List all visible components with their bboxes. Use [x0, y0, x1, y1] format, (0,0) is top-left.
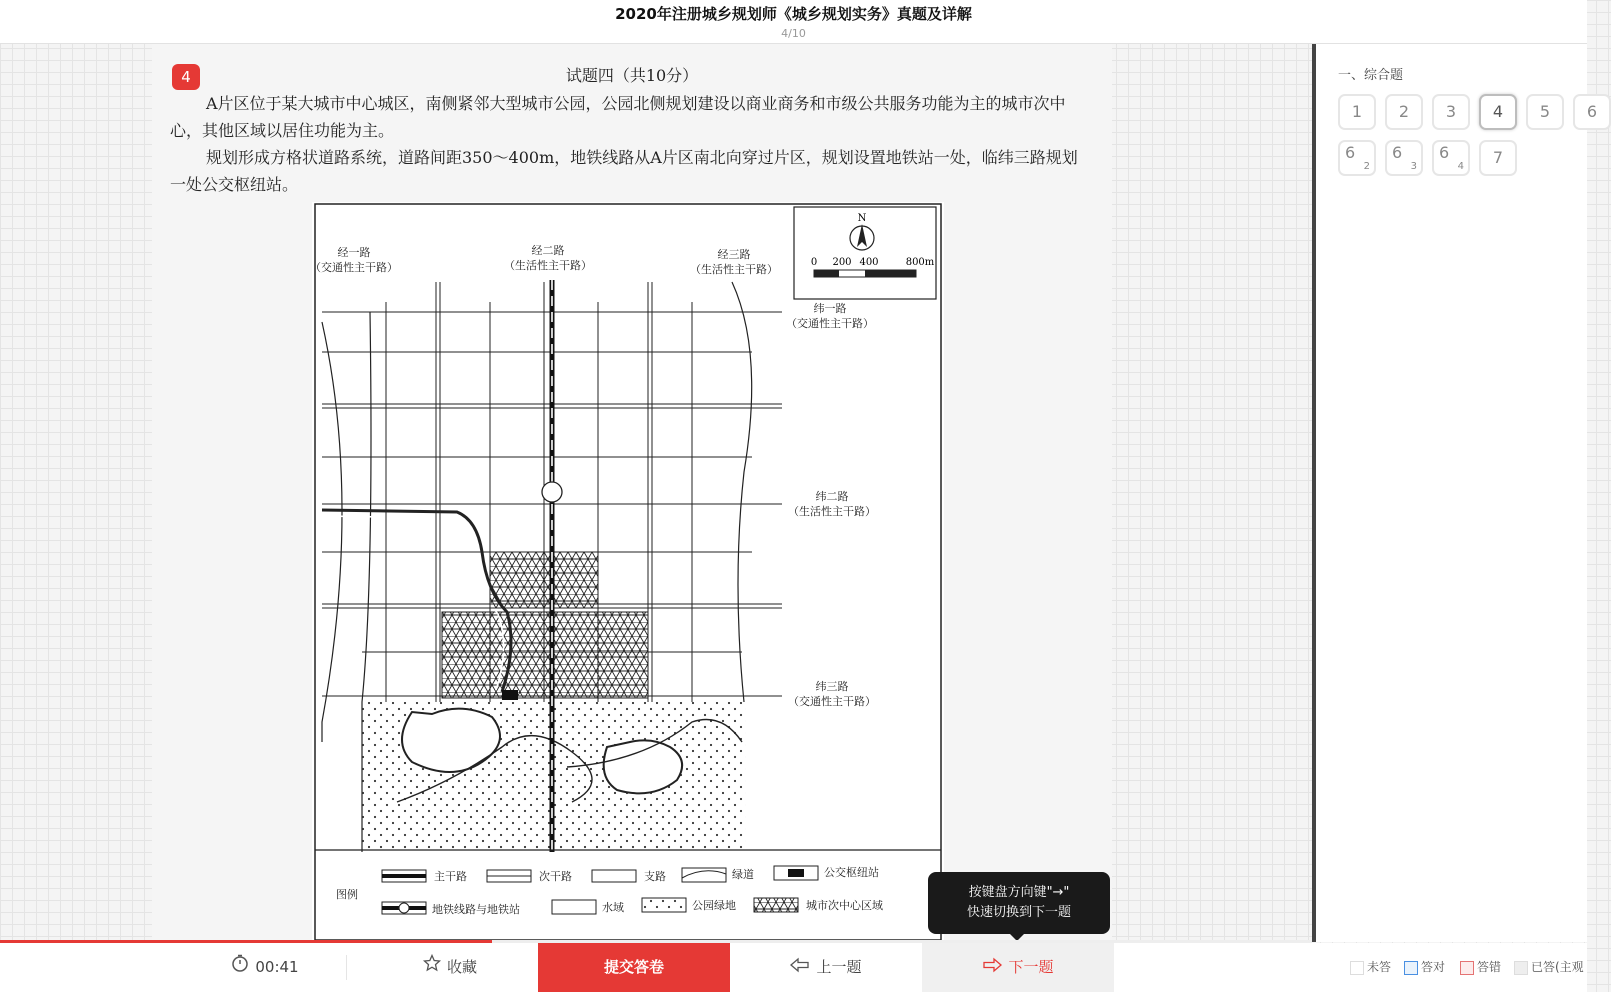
- question-nav-2[interactable]: 2: [1385, 94, 1423, 130]
- bottom-toolbar: [0, 943, 1587, 992]
- north-label: N: [857, 213, 867, 224]
- tooltip-line-1: 按键盘方向键"→": [968, 885, 1070, 900]
- status-wrong-label: 答错: [1477, 960, 1502, 974]
- legend-greenway: 绿道: [732, 868, 754, 881]
- question-nav-6-2[interactable]: [1338, 140, 1376, 176]
- road-type-wei3: （交通性主干路）: [788, 695, 876, 708]
- bus-hub-icon: [502, 690, 518, 700]
- road-type-jing2: （生活性主干路）: [504, 259, 592, 272]
- legend-title: 图例: [336, 888, 358, 901]
- legend-water: 水域: [602, 901, 624, 914]
- question-nav-6-2-sub: 2: [1363, 161, 1370, 172]
- favorite-button[interactable]: [400, 943, 500, 992]
- timer-icon: [231, 943, 249, 992]
- question-paragraph-1: A片区位于某大城市中心城区，南侧紧邻大型城市公园，公园北侧规划建设以商业商务和市级公共服务功能为主的城市次中心，其他区域以居住功能为主。: [170, 94, 1066, 140]
- status-answered-subjective: [1514, 943, 1584, 992]
- answer-sheet-panel: [1312, 44, 1598, 942]
- header-bar: [0, 0, 1587, 44]
- timer-value: 00:41: [255, 958, 299, 976]
- legend-bus-hub: 公交枢纽站: [824, 866, 879, 879]
- scale-label-400: 400: [859, 257, 879, 268]
- question-nav-5[interactable]: 5: [1526, 94, 1564, 130]
- unanswered-swatch: [1350, 961, 1364, 975]
- legend-metro: 地铁线路与地铁站: [432, 903, 520, 916]
- legend-subcenter: 城市次中心区域: [806, 899, 883, 912]
- scale-label-200: 200: [832, 257, 852, 268]
- status-wrong: [1460, 943, 1501, 992]
- question-nav-6-3[interactable]: [1385, 140, 1423, 176]
- next-question-button[interactable]: [922, 943, 1114, 992]
- next-label: 下一题: [1008, 958, 1054, 976]
- question-nav-1[interactable]: 1: [1338, 94, 1376, 130]
- status-correct-label: 答对: [1421, 960, 1446, 974]
- question-nav-3[interactable]: 3: [1432, 94, 1470, 130]
- star-icon: [423, 943, 441, 992]
- road-type-jing1: （交通性主干路）: [310, 261, 398, 274]
- status-answered-label: 已答(主观: [1531, 960, 1584, 974]
- question-number-badge: 4: [172, 64, 200, 90]
- tooltip-line-2: 快速切换到下一题: [966, 905, 1071, 920]
- legend-park: 公园绿地: [692, 899, 736, 912]
- question-nav-6-4-main: 6: [1439, 143, 1450, 162]
- legend-branch: 支路: [644, 870, 666, 883]
- road-label-wei1: 纬一路: [813, 302, 847, 315]
- prev-label: 上一题: [816, 958, 862, 976]
- arrow-right-icon: [982, 943, 1002, 992]
- road-type-jing3: （生活性主干路）: [690, 263, 778, 276]
- road-label-jing2: 经二路: [531, 244, 565, 257]
- exam-title: 2020年注册城乡规划师《城乡规划实务》真题及详解: [615, 5, 972, 23]
- page-indicator: 4/10: [781, 27, 806, 40]
- road-label-jing1: 经一路: [337, 246, 371, 259]
- question-nav-4-current[interactable]: 4: [1479, 94, 1517, 130]
- road-label-wei2: 纬二路: [815, 490, 849, 503]
- question-nav-6-3-sub: 3: [1410, 161, 1417, 172]
- question-nav-6-cut[interactable]: 6: [1573, 94, 1611, 130]
- question-nav-7[interactable]: 7: [1479, 140, 1517, 176]
- road-type-wei2: （生活性主干路）: [788, 505, 876, 518]
- status-correct: [1404, 943, 1445, 992]
- question-nav-6-4[interactable]: [1432, 140, 1470, 176]
- prev-question-button[interactable]: [730, 943, 922, 992]
- planning-map-figure: [312, 202, 944, 942]
- timer: [200, 943, 330, 992]
- answered-swatch: [1514, 961, 1528, 975]
- favorite-label: 收藏: [446, 958, 477, 976]
- metro-station-icon: [542, 482, 562, 502]
- keyboard-hint-tooltip: [928, 872, 1110, 934]
- question-nav-6-3-main: 6: [1392, 143, 1403, 162]
- road-label-jing3: 经三路: [717, 248, 751, 261]
- legend-secondary: 次干路: [539, 870, 572, 883]
- scale-label-800: 800m: [905, 257, 935, 268]
- submit-button[interactable]: 提交答卷: [538, 943, 730, 992]
- road-label-wei3: 纬三路: [815, 680, 849, 693]
- road-type-wei1: （交通性主干路）: [786, 317, 874, 330]
- legend-trunk: 主干路: [434, 870, 467, 883]
- scale-label-0: 0: [810, 257, 818, 268]
- question-paragraph-2: 规划形成方格状道路系统，道路间距350～400m，地铁线路从A片区南北向穿过片区，规划设置地铁站一处，临纬三路规划一处公交枢纽站。: [170, 148, 1078, 194]
- wrong-swatch: [1460, 961, 1474, 975]
- question-heading: 试题四（共10分）: [565, 66, 699, 85]
- question-panel: [152, 44, 1112, 942]
- divider: [346, 955, 347, 980]
- arrow-left-icon: [790, 943, 810, 992]
- question-nav-6-4-sub: 4: [1457, 161, 1464, 172]
- question-nav-6-2-main: 6: [1345, 143, 1356, 162]
- section-label: 一、综合题: [1338, 68, 1404, 83]
- status-unanswered-label: 未答: [1367, 960, 1392, 974]
- status-unanswered: [1350, 943, 1391, 992]
- correct-swatch: [1404, 961, 1418, 975]
